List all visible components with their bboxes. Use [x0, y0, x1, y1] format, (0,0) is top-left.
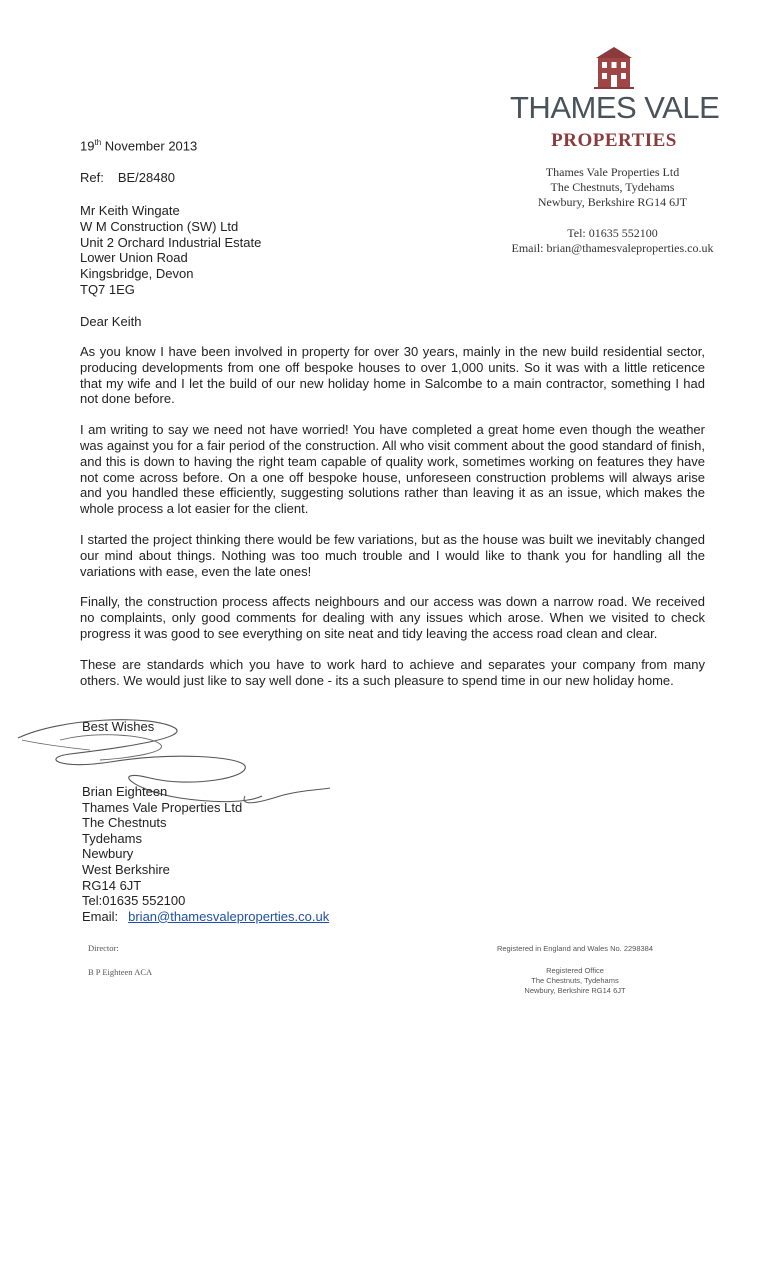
- date-suffix: th: [94, 138, 102, 147]
- sender-line: Tel:01635 552100: [82, 893, 186, 909]
- company-logo: [510, 44, 718, 152]
- ref-label: Ref:: [80, 170, 104, 185]
- letter-body: [80, 344, 705, 703]
- body-paragraph: These are standards which you have to work hard to achieve and separates your company from many others. We would just like to say well done - its a such pleasure to spend time in our new holiday home.: [80, 656, 705, 688]
- body-paragraph: Finally, the construction process affects neighbours and our access was down a narrow road. We received no complaints, only good comments for dealing with any issues which arose. When we visited to check progress it was good to see everything on site neat and tidy leaving the access road clean and clear.: [80, 594, 705, 641]
- sender-line: RG14 6JT: [82, 877, 142, 893]
- recipient-line: W M Construction (SW) Ltd: [80, 218, 239, 234]
- letter-reference: [80, 170, 175, 185]
- registration-number: Registered in England and Wales No. 2298384: [496, 944, 654, 953]
- sender-email-row: [82, 909, 329, 925]
- sender-line: The Chestnuts: [82, 815, 167, 831]
- body-paragraph: I am writing to say we need not have worried! You have completed a great home even though the weather was against you for a fair period of the construction. All who visit comment about the good standard of finish, and this is down to having the right team capable of quality work, sometimes working on features they have not come across before. On a one off bespoke house, unforeseen construction problems will always arise and you handled these efficiently, suggesting solutions rather than leaving it as an issue, which makes the whole process a lot easier for the client.: [80, 422, 705, 517]
- sender-email-label: Email:: [82, 908, 119, 924]
- company-line: The Chestnuts, Tydehams: [550, 180, 675, 194]
- company-line: Thames Vale Properties Ltd: [545, 165, 680, 179]
- footer-registration: [470, 944, 680, 996]
- recipient-line: Unit 2 Orchard Industrial Estate: [80, 234, 262, 250]
- recipient-address: [80, 203, 261, 298]
- house-logo-icon: [590, 44, 638, 90]
- sender-email-link[interactable]: brian@thamesvaleproperties.co.uk: [128, 908, 330, 924]
- closing: Best Wishes: [82, 719, 155, 734]
- company-email: Email: brian@thamesvaleproperties.co.uk: [511, 241, 714, 255]
- footer-director: [88, 942, 152, 978]
- body-paragraph: I started the project thinking there would be few variations, but as the house was built we inevitably changed our mind about things. Nothing was too much trouble and I would like to thank you for handling all the variations with ease, even the late ones!: [80, 531, 705, 579]
- recipient-line: TQ7 1EG: [80, 281, 135, 297]
- company-line: Newbury, Berkshire RG14 6JT: [537, 195, 688, 209]
- sender-line: Tydehams: [82, 830, 142, 846]
- director-name: B P Eighteen ACA: [88, 967, 153, 977]
- registered-office-line: Newbury, Berkshire RG14 6JT: [524, 986, 626, 995]
- sender-line: West Berkshire: [82, 861, 170, 877]
- letter-date: [80, 138, 197, 153]
- sender-line: Thames Vale Properties Ltd: [82, 799, 243, 815]
- logo-name: THAMES VALE: [510, 90, 720, 125]
- recipient-line: Mr Keith Wingate: [80, 203, 180, 218]
- company-tel: Tel: 01635 552100: [567, 226, 658, 240]
- company-address: [500, 165, 725, 256]
- date-rest: November 2013: [101, 138, 198, 154]
- date-day: 19: [80, 138, 95, 154]
- recipient-line: Lower Union Road: [80, 250, 188, 266]
- sender-line: Brian Eighteen: [82, 784, 168, 799]
- greeting: Dear Keith: [80, 314, 142, 329]
- recipient-line: Kingsbridge, Devon: [80, 266, 194, 282]
- logo-subtitle: PROPERTIES: [551, 130, 677, 151]
- sender-line: Newbury: [82, 846, 134, 862]
- body-paragraph: As you know I have been involved in property for over 30 years, mainly in the new build residential sector, producing developments from one off bespoke houses to over 1,000 units. So it was with a little reticence that my wife and I let the build of our new holiday home in Salcombe to a main contractor, something I had not done before.: [80, 344, 705, 407]
- registered-office-line: The Chestnuts, Tydehams: [531, 976, 619, 985]
- registered-office-label: Registered Office: [546, 966, 604, 975]
- director-label: Director:: [88, 943, 119, 953]
- sender-block: [82, 784, 329, 924]
- ref-value: BE/28480: [117, 170, 175, 185]
